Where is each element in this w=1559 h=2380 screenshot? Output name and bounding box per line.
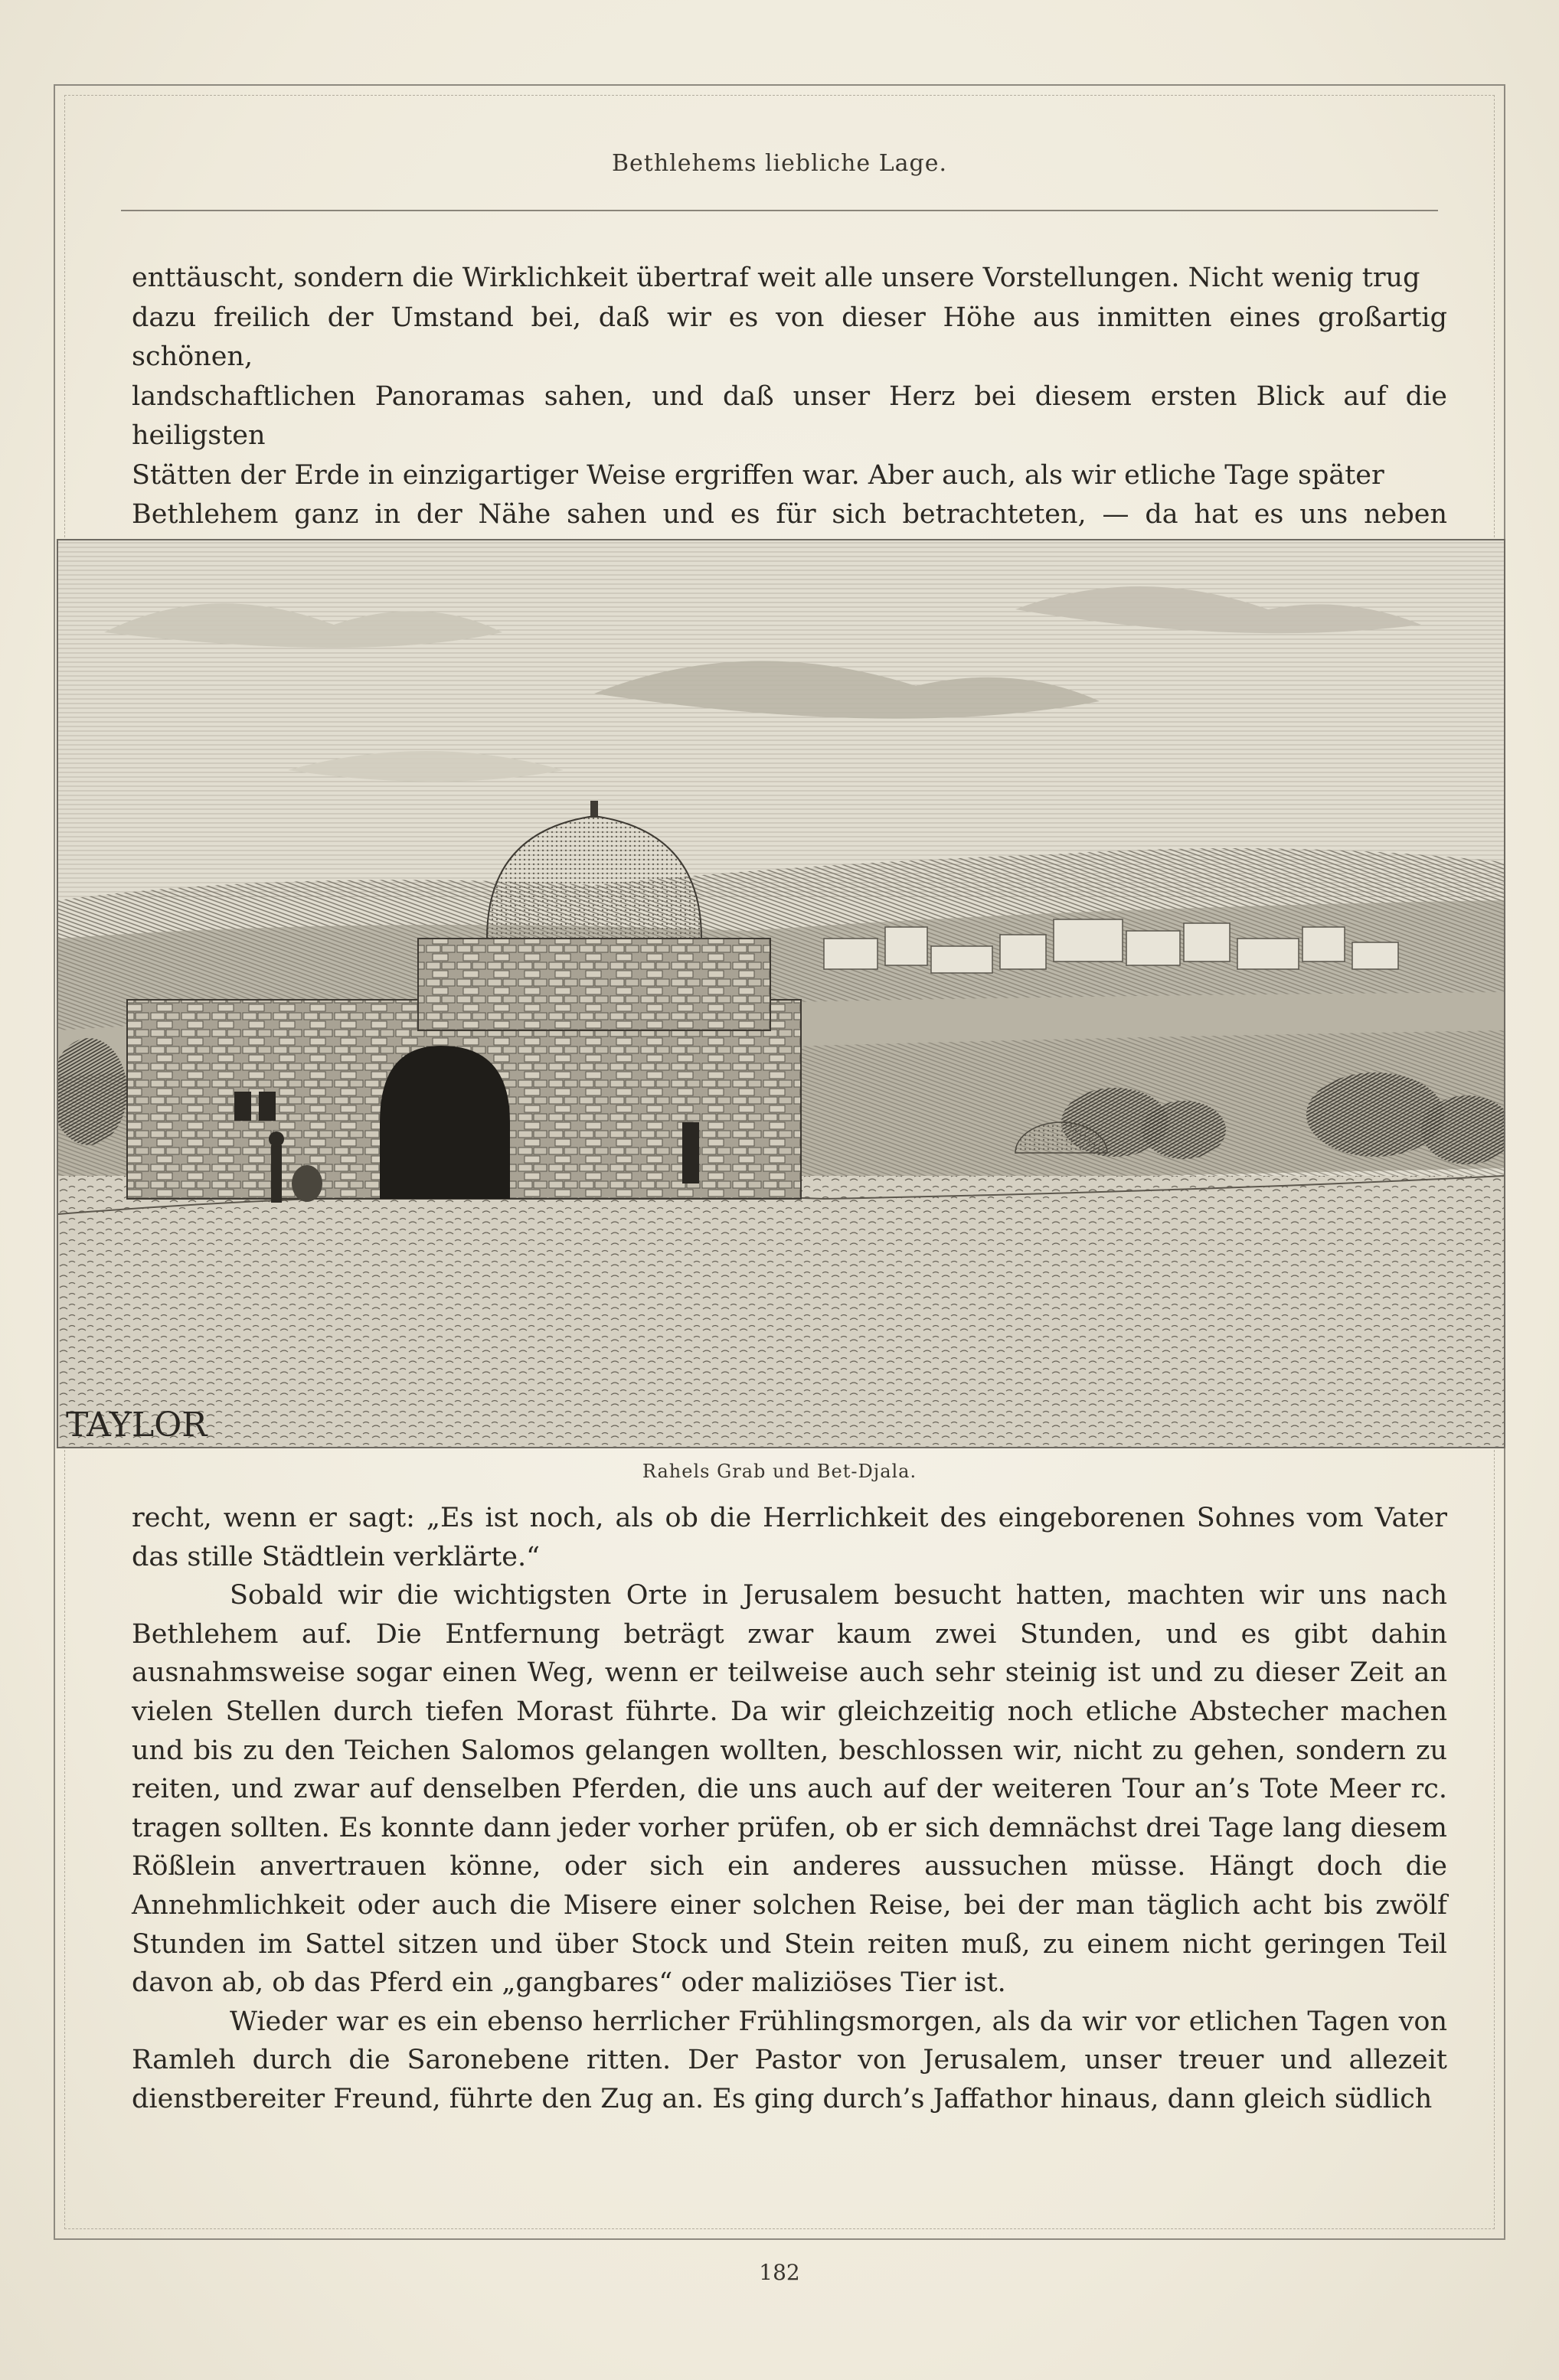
text-line: landschaftlichen Panoramas sahen, und daß unser Herz bei diesem ersten Blick auf die heiligsten	[132, 380, 1447, 451]
engraving-rachels-tomb	[57, 539, 1505, 1448]
artist-signature: TAYLOR	[66, 1405, 208, 1445]
running-head: Bethlehems liebliche Lage.	[611, 150, 948, 177]
figure-caption: Rahels Grab und Bet-Djala.	[642, 1461, 917, 1482]
text-line: enttäuscht, sondern die Wirklichkeit übertraf weit alle unsere Vorstellungen. Nicht wenig trug	[132, 263, 1420, 293]
text-line: dazu freilich der Umstand bei, daß wir es von dieser Höhe aus inmitten eines großartig schönen,	[132, 302, 1447, 372]
paragraph: Sobald wir die wichtigsten Orte in Jerusalem besucht hatten, machten wir uns nach Bethlehem auf. Die Entfernung beträgt zwar kaum zwei Stunden, und es gibt dahin ausnahmsweise sogar einen Weg, wenn er teilweise auch sehr steinig ist und zu dieser Zeit an vielen Stellen durch tiefen Morast führte. Da wir gleichzeitig noch etliche Abstecher machen und bis zu den Teichen Salomos gelangen wollten, beschlossen wir, nicht zu gehen, sondern zu reiten, und zwar auf denselben Pferden, die uns auch auf der weiteren Tour an’s Tote Meer rc. tragen sollten. Es konnte dann jeder vorher prüfen, ob er sich demnächst drei Tage lang diesem Rößlein anvertrauen könne, oder sich ein anderes aussuchen müsse. Hängt doch die Annehmlichkeit oder auch die Misere einer solchen Reise, bei der man täglich acht bis zwölf Stunden im Sattel sitzen und über Stock und Stein reiten muß, zu einem nicht geringen Teil davon ab, ob das Pferd ein „gangbares“ oder maliziöses Tier ist.	[132, 1580, 1447, 1999]
page-number: 182	[759, 2260, 800, 2285]
paragraph: recht, wenn er sagt: „Es ist noch, als ob die Herrlichkeit des eingeborenen Sohnes vom Vater das stille Städtlein verklärte.“	[132, 1503, 1447, 1572]
text-line: Bethlehem ganz in der Nähe sahen und es für sich betrachteten, — da hat es uns neben	[132, 499, 1447, 530]
paragraph: Wieder war es ein ebenso herrlicher Frühlingsmorgen, als da wir vor etlichen Tagen von Ramleh durch die Saronebene ritten. Der Pastor von Jerusalem, unser treuer und allezeit dienstbereiter Freund, führte den Zug an. Es ging durch’s Jaffathor hinaus, dann gleich südlich	[132, 2006, 1447, 2114]
text-line: Stätten der Erde in einzigartiger Weise ergriffen war. Aber auch, als wir etliche Tage später	[132, 459, 1384, 491]
text-block-bottom	[132, 1499, 1447, 2119]
header-rule	[121, 210, 1438, 211]
